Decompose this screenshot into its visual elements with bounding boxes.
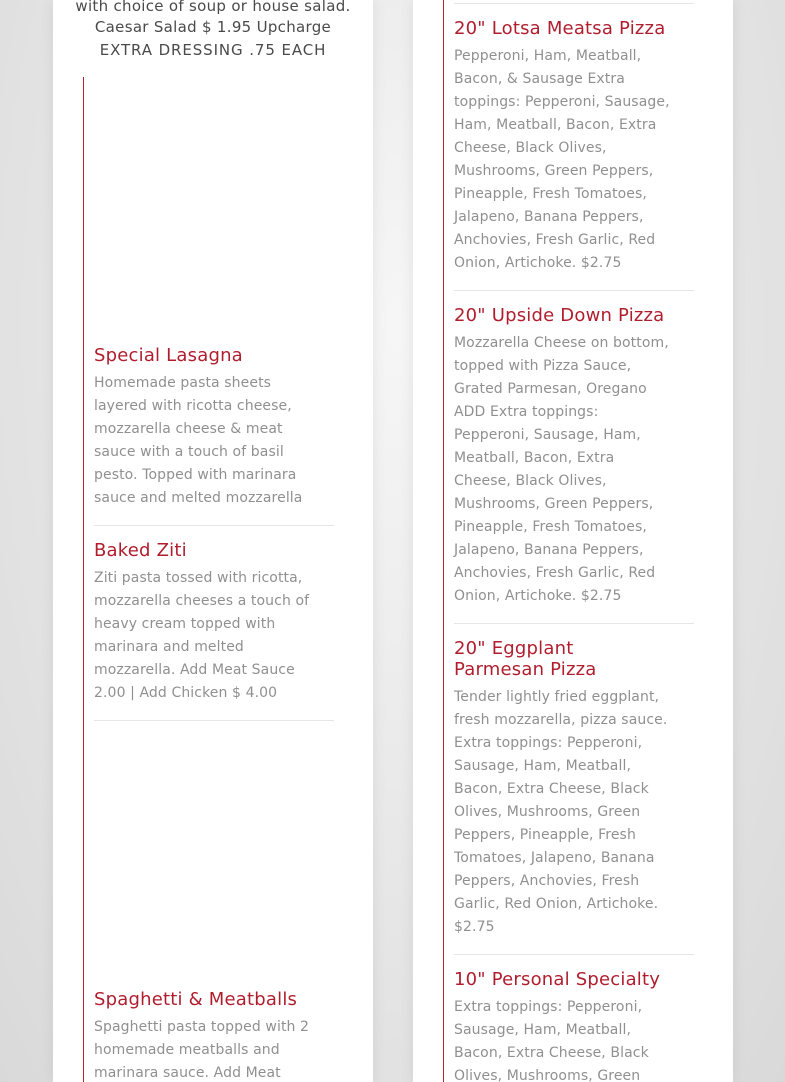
item-separator (454, 954, 694, 955)
intro-note-line: EXTRA DRESSING .75 EACH (99, 41, 327, 59)
menu-item (94, 345, 334, 510)
menu-item-image-placeholder (94, 90, 334, 330)
accent-divider-line (83, 77, 84, 1082)
menu-item (454, 638, 694, 939)
menu-item (94, 989, 334, 1082)
item-separator (454, 623, 694, 624)
accent-divider-line (443, 0, 444, 1082)
menu-column-right (413, 0, 733, 1082)
menu-item (454, 305, 694, 608)
item-separator (454, 3, 694, 4)
menu-item-description: Mozzarella Cheese on bottom, topped with Pizza Sauce, Grated Parmesan, Oregano ADD Extra toppings: Pepperoni, Sausage, Ham, Meatball, Bacon, Extra Cheese, Black Olives, Mushrooms, Green Peppers, Pineapple, Fresh Tomatoes, Jalapeno, Banana Peppers, Anchovies, Fresh Garlic, Red Onion, Artichoke. $2.75 (454, 335, 669, 604)
menu-item-description: Homemade pasta sheets layered with ricotta cheese, mozzarella cheese & meat sauce with a touch of basil pesto. Topped with marinara sauce and melted mozzarella (94, 375, 303, 506)
menu-item-title: 10" Personal Specialty (454, 969, 661, 990)
menu-item-description: Extra toppings: Pepperoni, Sausage, Ham, Meatball, Bacon, Extra Cheese, Black Olives, Mushrooms, Green (454, 999, 649, 1082)
menu-item-description: Ziti pasta tossed with ricotta, mozzarella cheeses a touch of heavy cream topped with marinara and melted mozzarella. Add Meat Sauce 2.00 | Add Chicken $ 4.00 (94, 570, 310, 701)
menu-item-description: Pepperoni, Ham, Meatball, Bacon, & Sausage Extra toppings: Pepperoni, Sausage, Ham, Meatball, Bacon, Extra Cheese, Black Olives, Mushrooms, Green Peppers, Pineapple, Fresh Tomatoes, Jalapeno, Banana Peppers, Anchovies, Fresh Garlic, Red Onion, Artichoke. $2.75 (454, 48, 670, 271)
menu-item-description: Tender lightly fried eggplant, fresh mozzarella, pizza sauce. Extra toppings: Pepperoni, Sausage, Ham, Meatball, Bacon, Extra Cheese, Black Olives, Mushrooms, Green Peppers, Pineapple, Fresh Tomatoes, Jalapeno, Banana Peppers, Anchovies, Fresh Garlic, Red Onion, Artichoke. $2.75 (454, 689, 668, 935)
intro-note-line: Caesar Salad $ 1.95 Upcharge (94, 18, 332, 36)
menu-item-title: 20" Eggplant Parmesan Pizza (454, 638, 597, 680)
menu-item-title: Baked Ziti (94, 540, 187, 561)
menu-item (94, 540, 334, 705)
menu-item (454, 18, 694, 275)
intro-note-line: with choice of soup or house salad. (75, 0, 351, 15)
menu-item-image-placeholder (94, 735, 334, 975)
menu-item (454, 969, 694, 1082)
item-separator (94, 720, 334, 721)
menu-item-title: Special Lasagna (94, 345, 243, 366)
item-separator (454, 290, 694, 291)
menu-column-left (53, 0, 373, 1082)
menu-item-title: Spaghetti & Meatballs (94, 989, 298, 1010)
menu-item-description: Spaghetti pasta topped with 2 homemade meatballs and marinara sauce. Add Meat (94, 1019, 310, 1081)
menu-item-title: 20" Lotsa Meatsa Pizza (454, 18, 666, 39)
menu-item-title: 20" Upside Down Pizza (454, 305, 665, 326)
item-separator (94, 525, 334, 526)
